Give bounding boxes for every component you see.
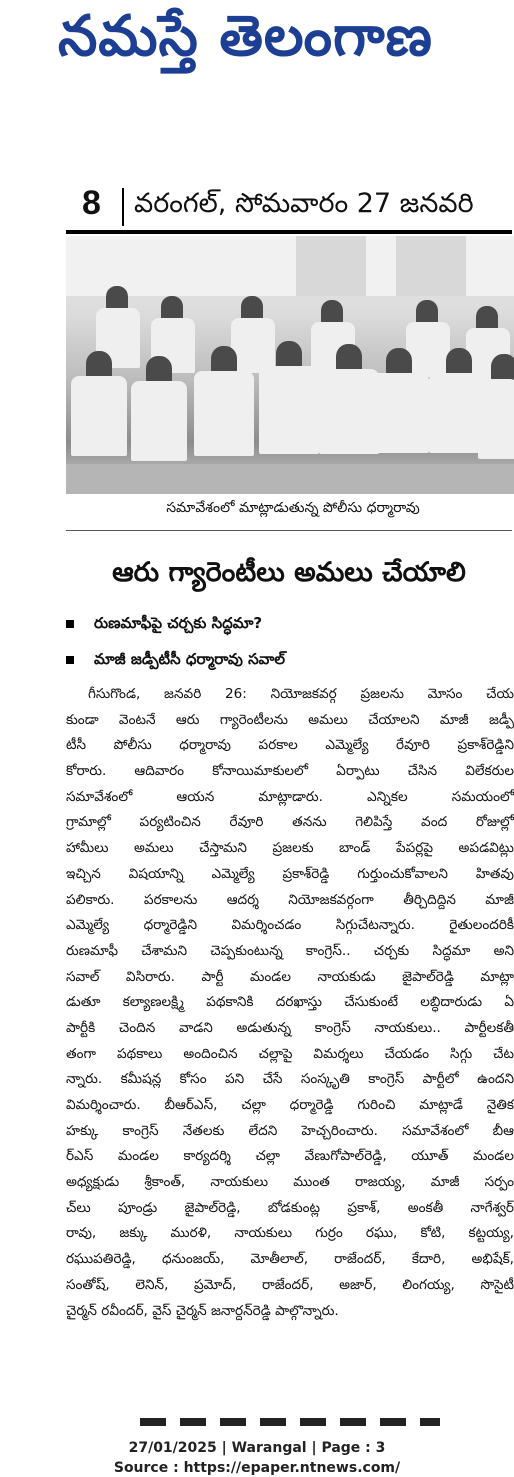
body-line: సమావేశంలో ఆయన మాట్లాడారు. ఎన్నికల సమయంలో [66, 788, 514, 805]
body-line: హక్కు కాంగ్రెస్ నేతలకు లేదని హెచ్చరించారు. సమావేశంలో బీఆ [66, 1122, 514, 1139]
body-line: కోరారు. ఆదివారం కోనాయిమాకులలో ఏర్పాటు చేసిన విలేకరుల [66, 763, 514, 780]
body-line: ర్ఎస్ మండల కార్యదర్శి చల్లా వేణుగోపాల్‌రెడ్డి, యూత్ మండల [66, 1148, 514, 1165]
masthead [0, 0, 514, 80]
body-line: గీసుగొండ, జనవరి 26: నియోజకవర్గ ప్రజలను మోసం చేయ [88, 686, 514, 702]
top-rule [66, 230, 512, 234]
body-line: పలికారు. పరకాలను ఆదర్శ నియోజకవర్గంగా తీర్చిదిద్దిన మాజీ [66, 891, 514, 908]
body-line: డుతూ కల్యాణలక్ష్మి పథకానికి దరఖాస్తు చేసుకుంటే లబ్ధిదారుడు ఏ [66, 994, 514, 1011]
dateline-divider [122, 188, 124, 226]
clipped-next-headline [140, 1418, 440, 1426]
body-line: పార్టీకి చెందిన వాడని అడుతున్న కాంగ్రెస్ నాయకులు.. పార్టీలకతీ [66, 1019, 514, 1036]
headline: ఆరు గ్యారెంటీలు అమలు చేయాలి [112, 557, 466, 588]
body-line: విమర్శించారు. బీఆర్ఎస్, చల్లా ధర్మారెడ్డి గురించి మాట్లాడే నైతిక [66, 1097, 514, 1113]
body-line: అధ్యక్షుడు శ్రీకాంత్, నాయకులు ముంత రాజయ్య, మాజీ సర్పం [66, 1174, 514, 1191]
body-line: చ్‌లు పూండ్రు జైపాల్‌రెడ్డి, బోడకుంట్ల ప్రకాశ్, అంకతీ నాగేశ్వర్ [66, 1199, 514, 1216]
page-number: 8 [82, 184, 101, 222]
bullet-item: రుణమాఫీపై చర్చకు సిద్ధమా? [66, 614, 262, 636]
bullet-square-icon [66, 656, 74, 664]
body-line: రుణమాఫీ చేశామని చెప్పకుంటున్న కాంగ్రెస్.. చర్చకు సిద్ధమా అని [66, 942, 514, 959]
bullet-square-icon [66, 620, 74, 628]
body-line: సవాల్ విసిరారు. పార్టీ మండల నాయకుడు జైపాల్‌రెడ్డి మాట్లా [66, 968, 514, 985]
body-line: ఎమ్మెల్యే ధర్మారెడ్డిని విమర్శించడం సిగ్గుచేటన్నారు. రైతులందరికీ [66, 917, 514, 934]
caption-rule [66, 530, 512, 531]
body-line: రఘుపతిరెడ్డి, ధనుంజయ్, మోతీలాల్, రాజేందర్, కేదారి, అభిషేక్, [66, 1251, 514, 1268]
article-body [66, 682, 514, 1324]
footer-date-edition: 27/01/2025 | Warangal | Page : 3 [128, 1440, 386, 1456]
body-line: టీసీ పోలీసు ధర్మారావు పరకాల ఎమ్మెల్యే రేవూరి ప్రకాశ్‌రెడ్డిని [66, 737, 514, 754]
place-date: వరంగల్, సోమవారం 27 జనవరి [134, 188, 474, 219]
body-line: హామీలు అమలు చేస్తామని ప్రజలకు బాండ్ పేపర్లపై అపడవిట్లు [66, 840, 514, 857]
body-line: ఇచ్చిన విషయాన్ని ఎమ్మెల్యే ప్రకాశ్‌రెడ్డి గుర్తుంచుకోవాలని హితవు [66, 865, 514, 882]
body-line: తంగా పథకాలు అందించిన చల్లాపై విమర్శలు చేయడం సిగ్గు చేట [66, 1045, 514, 1062]
footer-source: Source : https://epaper.ntnews.com/ [113, 1460, 401, 1476]
newspaper-logo: నమస్తే తెలంగాణ [58, 4, 433, 69]
body-line: గ్రామాల్లో పర్యటించిన రేవూరి తనను గెలిపిస్తే వంద రోజుల్లో [66, 814, 514, 831]
body-line: సంతోష్, లెనిన్, ప్రమోద్, రాజేందర్, అజార్, లింగయ్య, సొసైటీ [66, 1276, 514, 1293]
body-line: రావు, జక్కు మురళి, నాయకులు గుర్రం రఘు, కోటి, కట్టయ్య, [66, 1225, 514, 1242]
dateline [0, 180, 514, 230]
news-photo [66, 236, 514, 494]
bullet-item: మాజీ జడ్పీటీసీ ధర్మారావు సవాల్ [66, 650, 285, 672]
body-line: కుండా వెంటనే ఆరు గ్యారెంటీలను అమలు చేయాలని మాజీ జడ్పీ [66, 711, 514, 728]
body-line: న్నారు. కమీషన్ల కోసం పని చేసే సంస్కృతి కాంగ్రెస్ పార్టీలో ఉందని [66, 1071, 514, 1088]
photo-caption: సమావేశంలో మాట్లాడుతున్న పోలీసు ధర్మారావు [166, 500, 420, 516]
body-line: చైర్మన్ రవీందర్, వైస్ చైర్మన్ జనార్దన్‌రెడ్డి పాల్గొన్నారు. [66, 1302, 339, 1319]
